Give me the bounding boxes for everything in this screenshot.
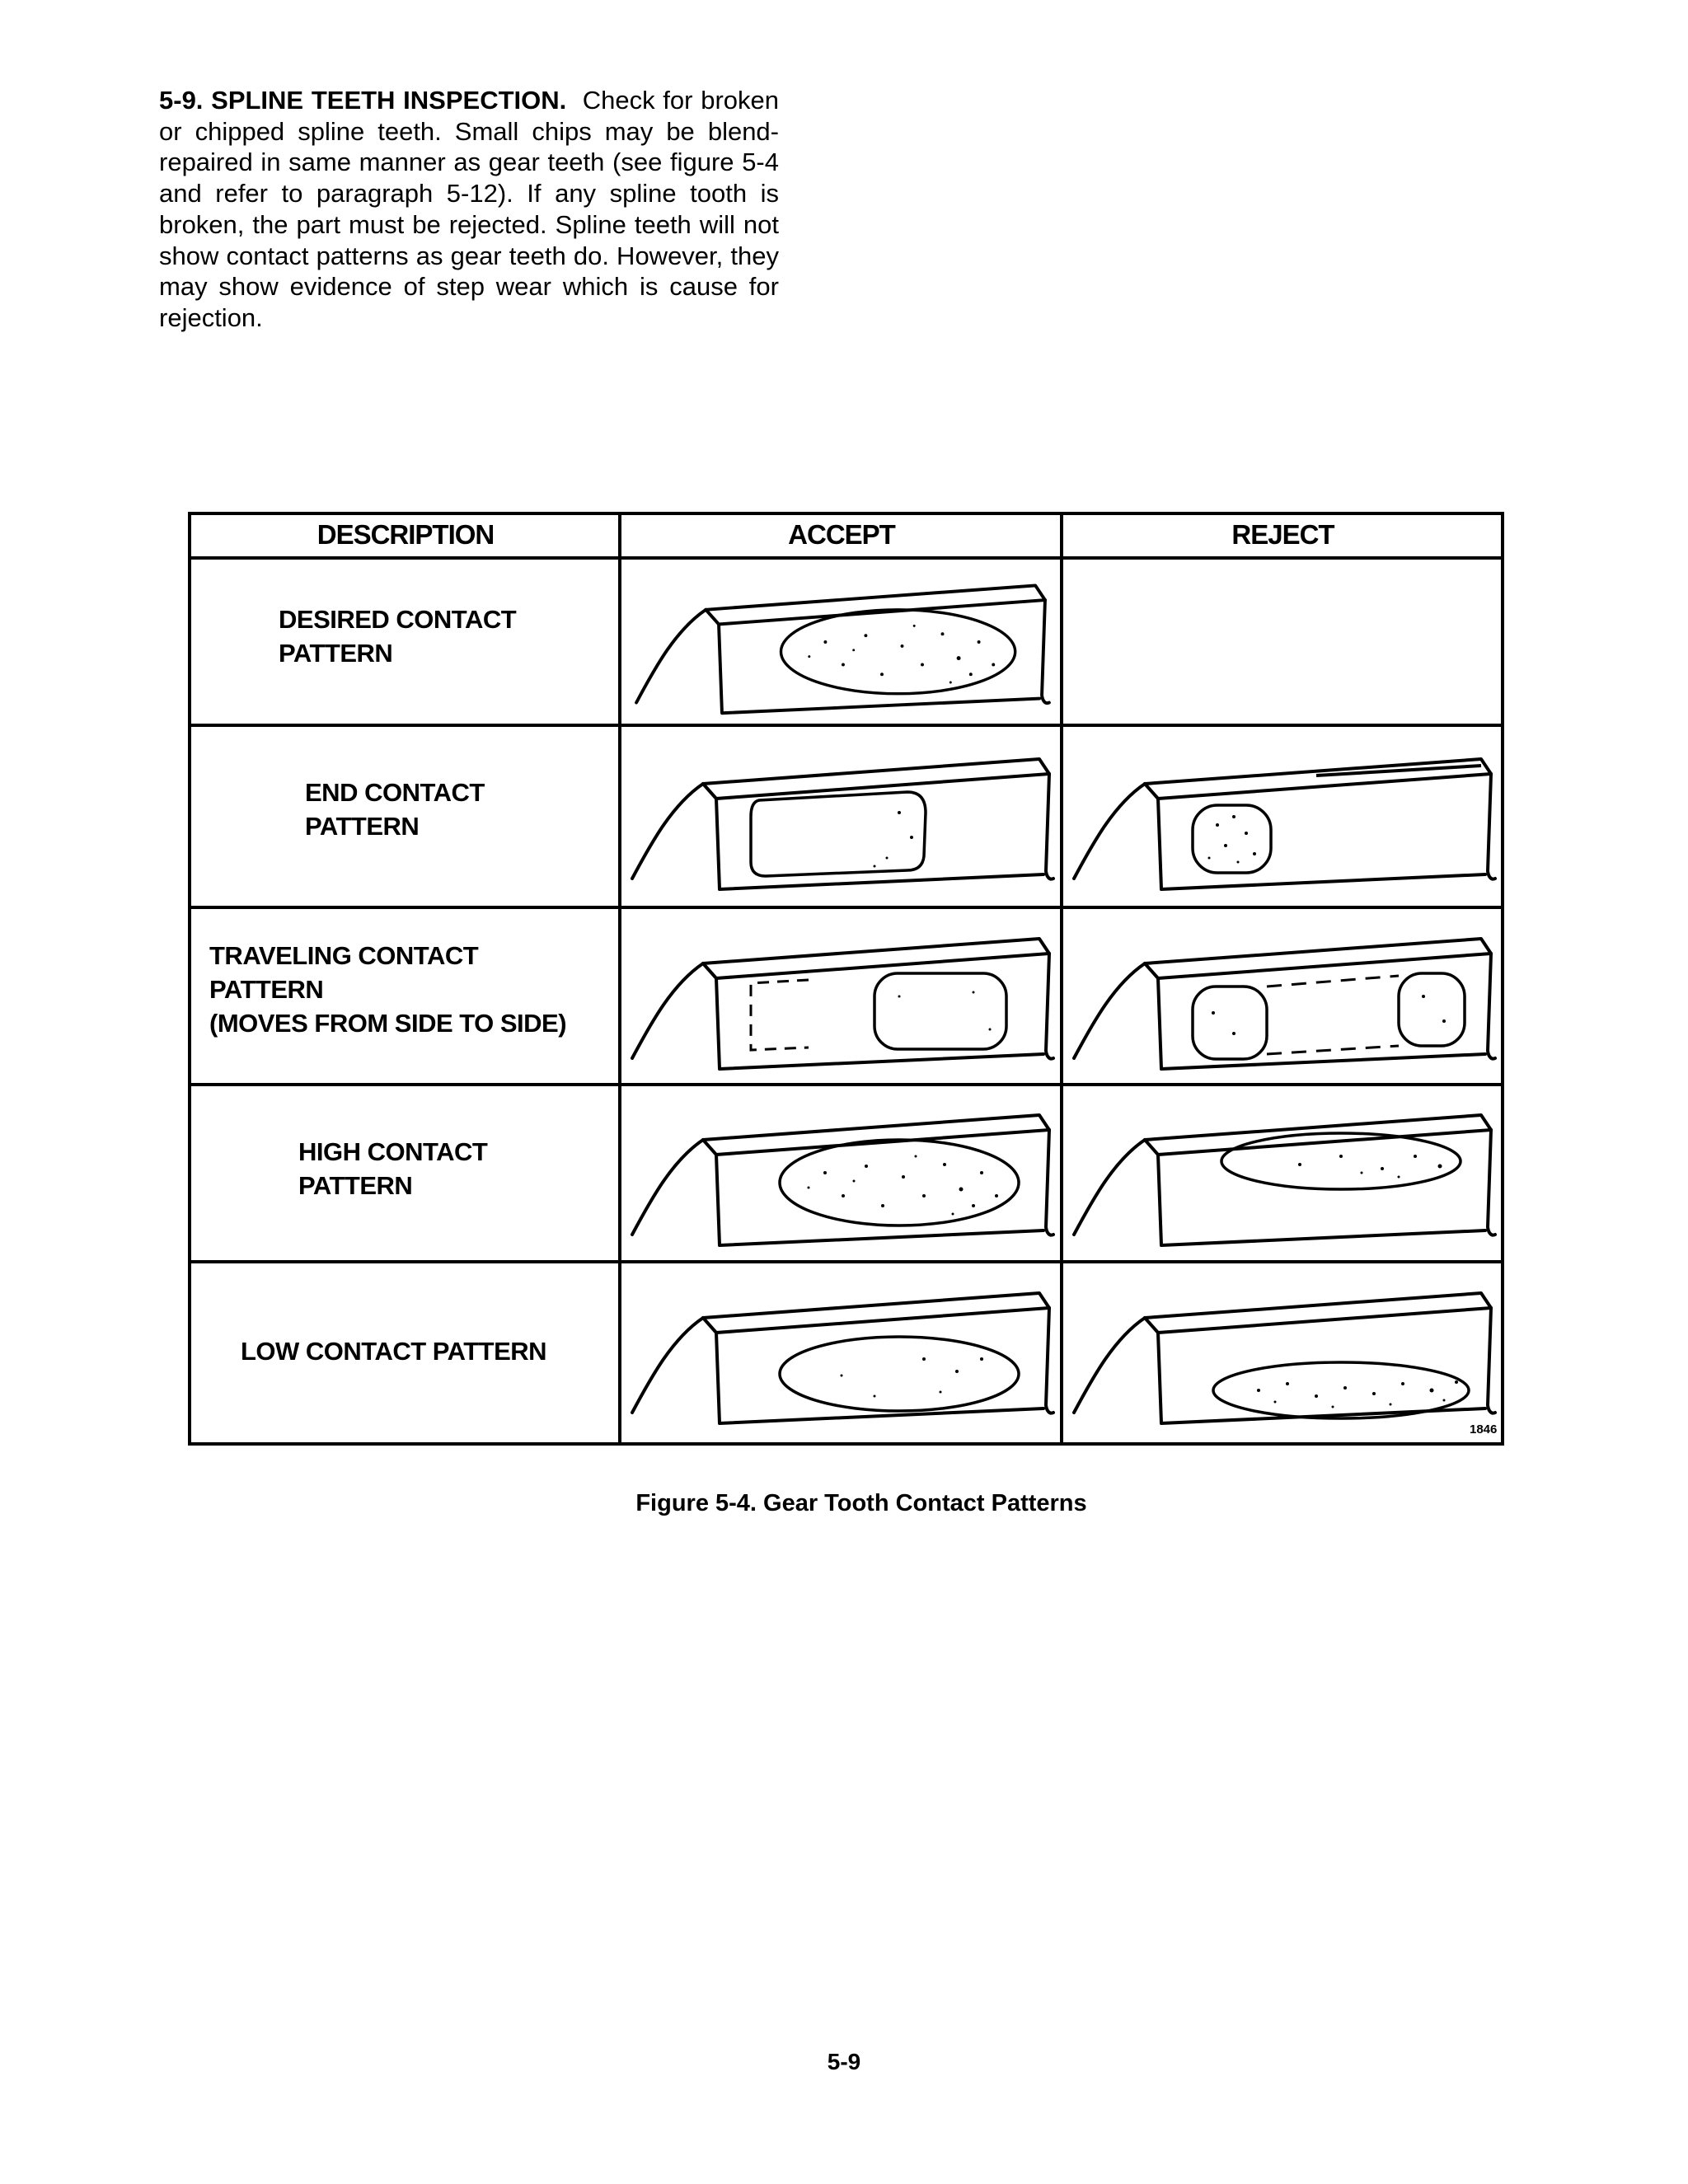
figure-caption: Figure 5-4. Gear Tooth Contact Patterns [635,1490,1087,1516]
description-line: PATTERN [298,1171,413,1200]
column-header-description: DESCRIPTION [316,519,495,550]
section-body: Check for broken or chipped spline teeth. Small chips may be blend-repaired in same manner as gear teeth (see figure 5-4 and refer to paragraph 5-12). If any spline tooth is broken, the part must be rejected. Spline teeth will not show contact patterns as gear teeth do. However, they may show evidence of step wear which is cause for rejection. [159,86,779,332]
description-line: PATTERN [279,639,393,668]
reject-tooth-end [1067,734,1500,899]
accept-tooth-traveling [625,914,1058,1079]
accept-tooth-low [625,1268,1058,1433]
row-description-end [305,776,485,843]
reject-tooth-traveling [1067,914,1500,1079]
description-line: PATTERN [305,812,420,841]
row-description-desired [279,602,516,670]
accept-tooth-high [625,1090,1058,1255]
accept-tooth-desired [625,561,1058,723]
row-description-high [298,1135,487,1202]
description-line: LOW CONTACT PATTERN [241,1337,547,1366]
description-line: (MOVES FROM SIDE TO SIDE) [209,1009,567,1038]
description-line: HIGH CONTACT [298,1137,488,1166]
reject-tooth-low [1067,1268,1500,1433]
row-description-traveling [209,939,566,1040]
description-line: TRAVELING CONTACT [209,941,479,970]
description-line: DESIRED CONTACT [279,605,517,634]
column-header-reject: REJECT [1231,519,1334,550]
description-line: END CONTACT [305,778,485,807]
page-number: 5-9 [827,2049,861,2074]
description-line: PATTERN [209,975,324,1004]
contact-pattern-table [188,512,1504,1446]
section-paragraph [159,85,779,334]
accept-tooth-end [625,734,1058,899]
figure-number: 1846 [1470,1422,1498,1436]
reject-tooth-high [1067,1090,1500,1255]
column-header-accept: ACCEPT [788,519,895,550]
section-heading: 5-9. SPLINE TEETH INSPECTION. [159,86,567,115]
row-description-low [241,1334,546,1368]
